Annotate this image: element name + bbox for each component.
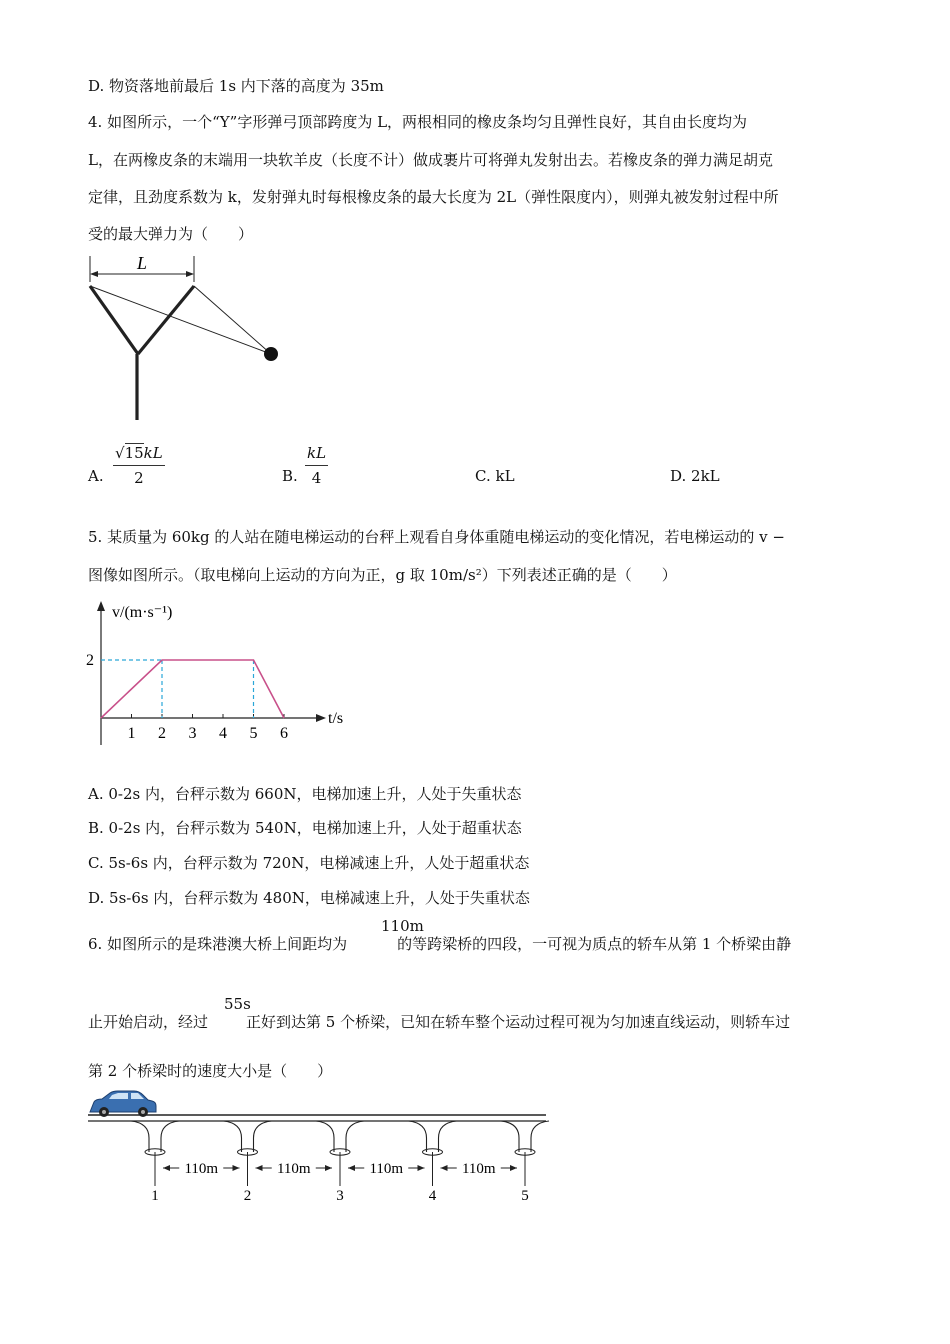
- pier-label-4: 4: [428, 1188, 437, 1204]
- q5-option-b: B. 0-2s 内，台秤示数为 540N，电梯加速上升，人处于超重状态: [88, 819, 522, 837]
- y-tick-label-2: 2: [86, 652, 94, 669]
- q4-option-a-numerator: kL: [143, 444, 163, 462]
- q5-text-line-2: 图像如图所示。（取电梯向上运动的方向为正，g 取 10m/s²）下列表述正确的是（ ）: [88, 566, 677, 584]
- q4-text-line-4: 受的最大弹力为（ ）: [88, 225, 254, 243]
- q6-line-2-end: 正好到达第 5 个桥梁，已知在轿车整个运动过程可视为匀加速直线运动，则轿车过: [246, 1013, 791, 1031]
- q5-option-d: D. 5s-6s 内，台秤示数为 480N，电梯减速上升，人处于失重状态: [88, 889, 530, 907]
- q4-option-b-fraction: [305, 444, 328, 487]
- q4-option-b-label: B.: [282, 467, 298, 485]
- q4-option-b-numerator: kL: [307, 444, 327, 462]
- chart-x-axis-arrow: [316, 714, 326, 722]
- span-label-4: 110m: [461, 1161, 496, 1177]
- x-tick-label-3: 3: [188, 725, 197, 742]
- velocity-time-chart: [80, 595, 370, 760]
- q4-option-c: C. kL: [475, 467, 515, 485]
- x-tick-label-2: 2: [158, 725, 166, 742]
- bridge-pier-4: [409, 1121, 457, 1186]
- q4-option-b-denominator: 4: [311, 469, 322, 487]
- x-tick-label-4: 4: [219, 725, 227, 742]
- q6-text-line-1: [88, 934, 791, 954]
- q4-option-a-fraction: √15kL 2: [115, 444, 163, 487]
- pellet: [264, 347, 278, 361]
- q6-line-2-start: 止开始启动，经过: [88, 1013, 209, 1031]
- pier-label-1: 1: [151, 1188, 159, 1204]
- chart-x-axis-label: t/s: [328, 710, 344, 727]
- chart-y-axis-arrow: [97, 601, 105, 611]
- bridge-pier-2: [224, 1121, 272, 1186]
- q5-text-line-1: 5. 某质量为 60kg 的人站在随电梯运动的台秤上观看自身体重随电梯运动的变化情况，若电梯运动的 v −: [88, 528, 785, 546]
- q6-line-1-end: 的等跨梁桥的四段，一可视为质点的轿车从第 1 个桥梁由静: [397, 935, 792, 953]
- q4-option-d: D. 2kL: [670, 467, 720, 485]
- bridge-pier-3: [316, 1121, 364, 1186]
- q4-option-a-label: A.: [88, 467, 104, 485]
- span-label-2: 110m: [276, 1161, 311, 1177]
- chart-y-axis-label: v/(m·s⁻¹): [112, 604, 173, 621]
- q4-text-line-1: 4. 如图所示，一个“Y”字形弹弓顶部跨度为 L，两根相同的橡皮条均匀且弹性良好，其自由长度均为: [88, 113, 748, 131]
- x-tick-label-6: 6: [280, 725, 288, 742]
- q6-line-1-start: 6. 如图所示的是珠港澳大桥上间距均为: [88, 935, 348, 953]
- sqrt-radicand: 15: [124, 444, 144, 462]
- bridge-figure: [82, 1088, 552, 1210]
- car-icon: [90, 1091, 156, 1117]
- q5-option-a: A. 0-2s 内，台秤示数为 660N，电梯加速上升，人处于失重状态: [88, 785, 522, 803]
- q5-option-c: C. 5s-6s 内，台秤示数为 720N，电梯减速上升，人处于超重状态: [88, 854, 530, 872]
- pier-label-3: 3: [336, 1188, 344, 1204]
- q4-option-a-denominator: 2: [134, 469, 144, 487]
- span-distance-value: 110m: [381, 917, 424, 935]
- x-tick-label-1: 1: [127, 725, 136, 742]
- q4-text-line-3: 定律，且劲度系数为 k，发射弹丸时每根橡皮条的最大长度为 2L（弹性限度内），则弹丸被发射过程中所: [88, 188, 779, 206]
- travel-time-value: 55s: [224, 995, 251, 1013]
- series-line-v: [101, 660, 284, 718]
- x-tick-label-5: 5: [249, 725, 258, 742]
- q6-text-line-3: 第 2 个桥梁时的速度大小是（ ）: [88, 1062, 333, 1080]
- span-label-L: L: [136, 253, 148, 273]
- bridge-pier-1: [131, 1121, 179, 1186]
- q4-text-line-2: L，在两橡皮条的末端用一块软羊皮（长度不计）做成裹片可将弹丸发射出去。若橡皮条的弹力满足胡克: [88, 151, 773, 169]
- span-label-1: 110m: [184, 1161, 219, 1177]
- slingshot-figure: [80, 250, 300, 425]
- pier-label-2: 2: [243, 1188, 252, 1204]
- bridge-pier-5: [501, 1121, 549, 1186]
- pier-label-5: 5: [521, 1188, 529, 1204]
- q3-option-d: D. 物资落地前最后 1s 内下落的高度为 35m: [88, 77, 384, 95]
- span-label-3: 110m: [369, 1161, 404, 1177]
- q6-text-line-2: [88, 1012, 790, 1032]
